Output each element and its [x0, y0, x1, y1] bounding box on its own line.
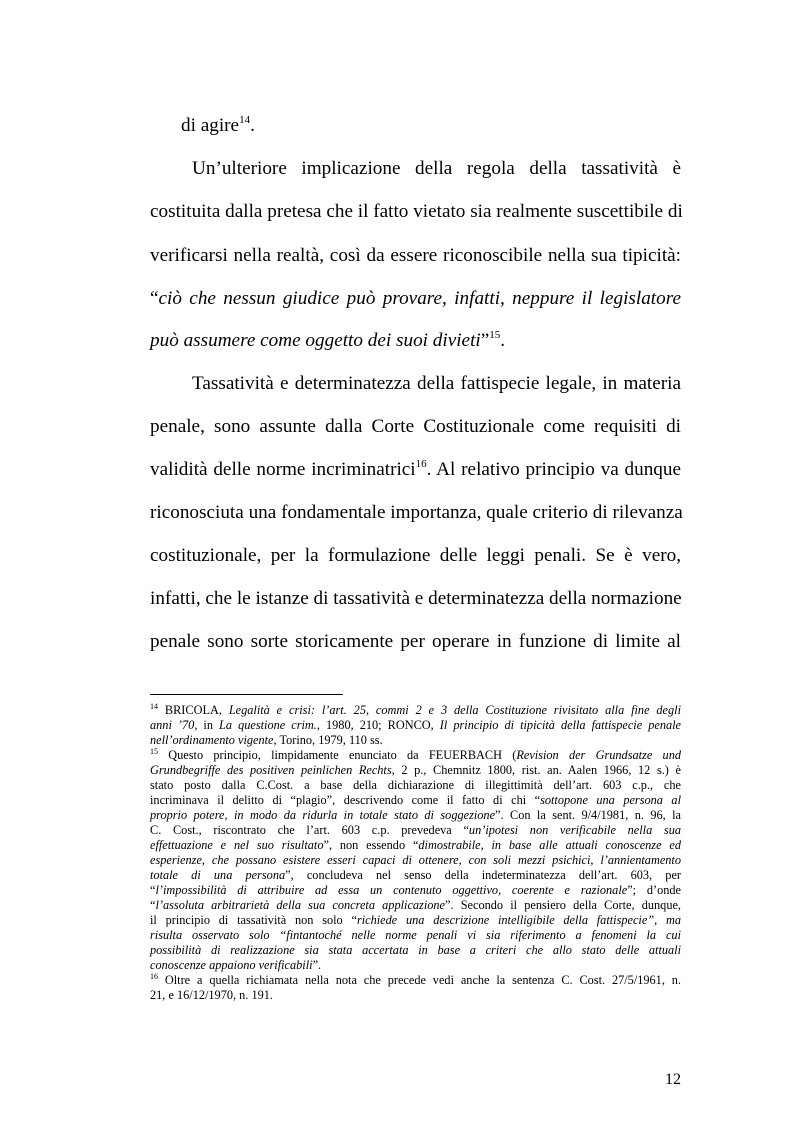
footnote-line: stato posto dalla C.Cost. a base della dichiarazione di illegittimità dell’art. 603 c.p., che: [150, 778, 681, 792]
body-line: di agire$^{14}$.: [181, 114, 255, 136]
footnote-line: Grundbegriffe des positiven peinlichen Rechts, 2 p., Chemnitz 1800, rist. an. Aalen 1966, 12 s.) è: [150, 763, 681, 777]
footnote-line: effettuazione e nel suo risultato”, non essendo “dimostrabile, in base alle attuali conoscenze ed: [150, 838, 681, 852]
body-line: riconosciuta una fondamentale importanza, quale criterio di rilevanza: [150, 502, 683, 523]
page-number: 12: [665, 1071, 681, 1088]
footnote-line: conoscenze appaiono verificabili”.: [150, 958, 322, 972]
footnote-line: il principio di tassatività non solo “richiede una descrizione intelligibile della fattispecie”, ma: [150, 913, 681, 927]
body-line: costituita dalla pretesa che il fatto vietato sia realmente suscettibile di: [150, 201, 683, 222]
footnote-line: 21, e 16/12/1970, n. 191.: [150, 988, 273, 1002]
footnote-line: “l’impossibilità di attribuire ad essa un contenuto oggettivo, coerente e razionale”; d’onde: [150, 883, 681, 897]
body-line: Tassatività e determinatezza della fattispecie legale, in materia: [192, 373, 681, 394]
footnote-line: nell’ordinamento vigente, Torino, 1979, 110 ss.: [150, 733, 383, 747]
body-line: verificarsi nella realtà, così da essere riconoscibile nella sua tipicità:: [150, 245, 681, 266]
footnote-line: possibilità di realizzazione sia stata accertata in base a criteri che allo stato delle attuali: [150, 943, 681, 957]
footnote-separator: [150, 694, 343, 695]
body-line: infatti, che le istanze di tassatività e determinatezza della normazione: [150, 588, 682, 609]
footnote-line: “l’assoluta arbitrarietà della sua concreta applicazione”. Secondo il pensiero della Corte, dunque,: [150, 898, 682, 912]
body-line: può assumere come oggetto dei suoi divieti”$^{15}$.: [150, 329, 506, 351]
footnote-line: anni ’70, in La questione crim., 1980, 210; RONCO, Il principio di tipicità della fattispecie penale: [150, 718, 681, 732]
footnote-ref-14[interactable]: 14: [239, 114, 251, 126]
footnote-line: C. Cost., riscontrato che l’art. 603 c.p. prevedeva “un’ipotesi non verificabile nella sua: [150, 823, 681, 837]
body-line: penale sono sorte storicamente per operare in funzione di limite al: [150, 631, 681, 652]
body-line: validità delle norme incriminatrici$^{16}$. Al relativo principio va dunque: [150, 458, 681, 480]
footnote-16: $^{16}$ Oltre a quella richiamata nella nota che precede vedi anche la sentenza C. Cost. 27/5/1961, n.: [150, 972, 681, 987]
footnote-line: incriminava il delitto di “plagio”, descrivendo come il fatto di chi “sottopone una persona al: [150, 793, 681, 807]
footnote-line: totale di una persona”, concludeva nel senso della indeterminatezza dell’art. 603, per: [150, 868, 681, 882]
body-line: Un’ulteriore implicazione della regola della tassatività è: [192, 158, 681, 179]
footnote-15: $^{15}$ Questo principio, limpidamente enunciato da FEUERBACH (Revision der Grundsatze und: [150, 747, 681, 762]
footnote-14: $^{14}$ BRICOLA, Legalità e crisi: l’art. 25, commi 2 e 3 della Costituzione rivisitato alla fine degli: [150, 702, 681, 717]
body-line: penale, sono assunte dalla Corte Costituzionale come requisiti di: [150, 416, 681, 437]
body-line: costituzionale, per la formulazione delle leggi penali. Se è vero,: [150, 545, 681, 566]
footnote-line: esperienze, che possano esistere esseri capaci di ottenere, con soli mezzi psichici, l’annientamento: [150, 853, 681, 867]
footnote-line: proprio potere, in modo da ridurla in totale stato di soggezione”. Con la sent. 9/4/1981, n. 96, la: [150, 808, 682, 822]
footnote-line: risulta osservato solo “fintantoché nelle norme penali vi sia riferimento a fenomeni la cui: [150, 928, 681, 942]
footnote-ref-16[interactable]: 16: [415, 458, 427, 470]
footnote-ref-15[interactable]: 15: [489, 329, 501, 341]
body-line: “ciò che nessun giudice può provare, infatti, neppure il legislatore: [150, 288, 681, 309]
